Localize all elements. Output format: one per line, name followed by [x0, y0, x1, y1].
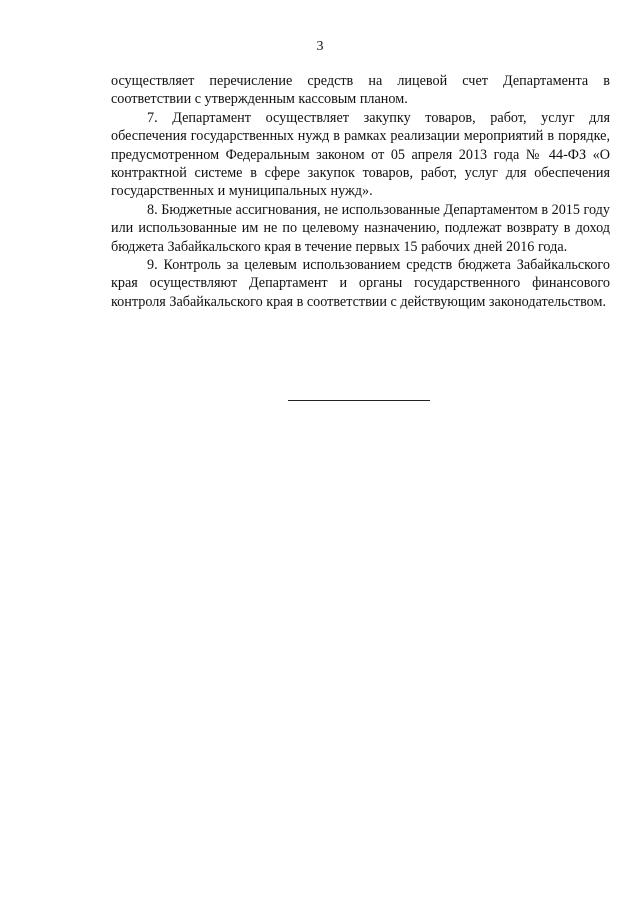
document-body	[111, 72, 610, 311]
page-number: 3	[316, 39, 324, 54]
paragraph-item-8: 8. Бюджетные ассигнования, не использованные Департаментом в 2015 году или использованные им не по целевому назначению, подлежат возврату в доход бюджета Забайкальского края в течение первых 15 рабочих дней 2016 года.	[111, 201, 610, 255]
paragraph-continuation: осуществляет перечисление средств на лицевой счет Департамента в соответствии с утвержденным кассовым планом.	[111, 73, 610, 108]
paragraph-item-9: 9. Контроль за целевым использованием средств бюджета Забайкальского края осуществляют Департамент и органы государственного финансового контроля Забайкальского края в соответствии с действующим законодательством.	[111, 257, 610, 310]
closing-divider-line	[288, 400, 430, 401]
paragraph-item-7: 7. Департамент осуществляет закупку товаров, работ, услуг для обеспечения государственных нужд в рамках реализации мероприятий в порядке, предусмотренном Федеральным законом от 05 апреля 2013 года № 44-ФЗ «О контрактной системе в сфере закупок товаров, работ, услуг для обеспечения государственных и муниципальных нужд».	[111, 109, 610, 200]
